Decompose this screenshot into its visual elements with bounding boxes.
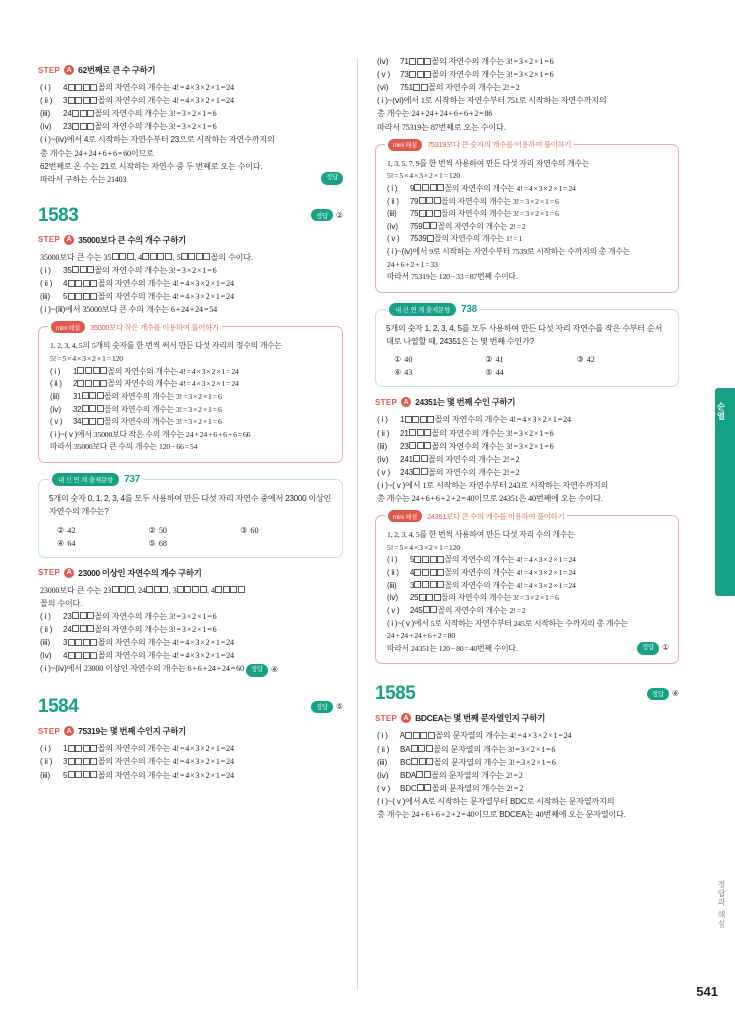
solution-line: ( v ) 73 꼴의 자연수의 개수는 3!=3×2×1=6: [377, 70, 554, 80]
solution-line: (ⅲ) 5 꼴의 자연수의 개수는 4!=4×3×2×1=24: [40, 770, 234, 780]
problem-1585: [375, 684, 679, 821]
choice-option[interactable]: ② 42: [57, 525, 76, 535]
solution-line: ( i )~(ⅳ)에서 9로 시작하는 자연수부터 7539로 시작하는 수까지의 총 개수는: [387, 247, 631, 257]
problem-number: 1585: [375, 683, 416, 705]
step-badge: A: [64, 726, 74, 736]
solution-line: ( i )~(ⅳ)에서 23000 이상인 자연수의 개수는 6+6+24+24=60 정답 ④: [40, 662, 343, 677]
exam-choices: [49, 525, 332, 548]
exam-number: 737: [124, 474, 140, 486]
solution-line: 24+24+24+6+2=80: [387, 631, 456, 641]
mini-lines: [387, 158, 669, 284]
mini-subtitle: 35000보다 작은 개수를 이용하여 풀이하기: [90, 322, 219, 332]
solution-lines: [40, 584, 343, 678]
step-header: [38, 567, 343, 579]
choice-option[interactable]: ② 41: [485, 355, 504, 365]
right-column: [358, 0, 735, 1024]
solution-line: ( i )~( v )에서 35000보다 작은 수의 개수는 24+24+6+6+6=66: [50, 429, 251, 439]
step-title: 35000보다 큰 수의 개수 구하기: [78, 234, 186, 245]
solution-line: ( v ) 243 꼴의 자연수의 개수는 2!=2: [377, 467, 520, 477]
answer-badge: 정답 ①: [637, 642, 669, 656]
solution-line: 24+6+2+1=33: [387, 259, 438, 269]
mini-tag: mini 해설: [388, 510, 422, 522]
step-title: 24351는 몇 번째 수인 구하기: [415, 397, 516, 408]
answer-badge: 정답: [321, 172, 343, 186]
choice-option[interactable]: ④ 64: [57, 538, 76, 548]
solution-line: (ⅵ) 751 꼴의 자연수의 개수는 2!=2: [377, 83, 520, 93]
mini-lines: [50, 340, 333, 454]
solution-line: (ⅲ) 5 꼴의 자연수의 개수는 4!=4×3×2×1=24: [40, 292, 234, 302]
solution-line: ( ii ) BA 꼴의 문자열의 개수는 3!=3×2×1=6: [377, 744, 556, 754]
solution-line: 총 개수는 24+6+6+2+2=40이므로 BDCEA는 40번째에 오는 문자열이다.: [377, 810, 626, 820]
step-header: [375, 396, 679, 408]
solution-line: ( i ) 4 꼴의 자연수의 개수는 4!=4×3×2×1=24: [40, 83, 234, 92]
solution-block: [38, 64, 343, 186]
step-badge: A: [401, 713, 411, 723]
step-label: STEP: [38, 235, 61, 245]
solution-line: ( i ) 1 꼴의 자연수의 개수는 4!=4×3×2×1=24: [50, 366, 239, 376]
problem-1584: [38, 697, 343, 781]
solution-line: (ⅲ) BC 꼴의 문자열의 개수는 3!=3×2×1=6: [377, 757, 556, 767]
solution-line: ( ii ) 3 꼴의 자연수의 개수는 4!=4×3×2×1=24: [40, 757, 234, 767]
choice-option[interactable]: ③ 42: [576, 355, 595, 365]
mini-tag: mini 해설: [388, 139, 422, 151]
solution-line: ( ii ) 4 꼴의 자연수의 개수는 4!=4×3×2×1=24: [387, 568, 576, 578]
problem-number: 1584: [38, 696, 79, 718]
solution-line: ( i )~(ⅳ)에서 4로 시작하는 자연수부터 23으로 시작하는 자연수까지의: [40, 135, 275, 145]
step-title: 75319는 몇 번째 수인지 구하기: [78, 726, 186, 737]
section-side-label: 정답과 해설: [717, 880, 726, 929]
problem-1583: [38, 206, 343, 463]
solution-lines: [377, 729, 679, 821]
mini-solution-box: [375, 511, 679, 664]
solution-line: (ⅳ) 71 꼴의 자연수의 개수는 3!=3×2×1=6: [377, 57, 554, 66]
solution-line: ( i )~( v )에서 5로 시작하는 자연수부터 245로 시작하는 수까지의 총 개수는: [387, 618, 628, 628]
solution-line: (ⅳ) 25 꼴의 자연수의 개수는 3!=3×2×1=6: [387, 593, 559, 603]
solution-line: ( i ) A 꼴의 문자열의 개수는 4!=4×3×2×1=24: [377, 731, 572, 741]
solution-block-continuation: [375, 55, 679, 293]
solution-line: 따라서 75319는 120−33=87번째 수이다.: [387, 272, 518, 282]
solution-line: ( ii ) 24 꼴의 자연수의 개수는 3!=3×2×1=6: [40, 624, 217, 634]
solution-line: 5!=5×4×3×2×1=120: [387, 542, 460, 552]
solution-line: ( i ) 23 꼴의 자연수의 개수는 3!=3×2×1=6: [40, 611, 217, 621]
step-label: STEP: [375, 397, 398, 407]
mini-tag: mini 해설: [51, 321, 85, 333]
exam-tag: 내 신 연 계 출제문항: [389, 303, 456, 316]
solution-line: ( v ) 7539 꼴의 자연수의 개수는 1!=1: [387, 234, 523, 244]
solution-line: 따라서 75319는 87번째로 오는 수이다.: [377, 122, 506, 132]
answer-badge: 정답 ②: [311, 209, 343, 221]
solution-line: ( ii ) 79 꼴의 자연수의 개수는 3!=3×2×1=6: [387, 196, 559, 206]
step-badge: A: [64, 235, 74, 245]
choice-option[interactable]: ① 40: [394, 355, 413, 365]
choice-option[interactable]: ④ 43: [394, 368, 413, 378]
solution-line: 꼴의 수이다.: [40, 598, 83, 608]
solution-line: ( ii ) 21 꼴의 자연수의 개수는 3!=3×2×1=6: [377, 428, 554, 438]
solution-line: 62번째로 온 수는 21로 시작하는 자연수 중 두 번째로 오는 수이다.: [40, 161, 263, 171]
solution-line: 총 개수는 24+24+6+6=60이므로: [40, 148, 154, 158]
mini-subtitle: 75319보다 큰 숫자의 개수를 이용하여 풀이하기: [427, 140, 572, 150]
exam-choices: [386, 354, 668, 377]
solution-line: (ⅲ) 3 꼴의 자연수의 개수는 4!=4×3×2×1=24: [40, 638, 234, 648]
solution-line: ( i ) 1 꼴의 자연수의 개수는 4!=4×3×2×1=24: [40, 744, 234, 754]
exam-tag: 내 신 연 계 출제문항: [52, 473, 119, 486]
solution-line: ( ii ) 2 꼴의 자연수의 개수는 4!=4×3×2×1=24: [50, 379, 239, 389]
step-title: 23000 이상인 자연수의 개수 구하기: [78, 567, 202, 578]
step-label: STEP: [38, 65, 61, 75]
solution-line: 총 개수는 24+24+24+6+6+2=86: [377, 109, 493, 119]
solution-line: (ⅳ) 23 꼴의 자연수의 개수는 3!=3×2×1=6: [40, 122, 217, 132]
solution-lines: [377, 413, 679, 505]
step-title: 62번째로 큰 수 구하기: [78, 65, 156, 75]
solution-line: ( i )~( v )에서 A로 시작하는 문자열부터 BDC로 시작하는 문자열까지의: [377, 797, 615, 807]
step-title: BDCEA는 몇 번째 문자열인지 구하기: [415, 713, 545, 724]
solution-lines: [377, 55, 679, 134]
solution-line: 따라서 24351는 120−80=40번째 수이다. 정답 ①: [387, 643, 669, 656]
solution-line: 1, 3, 5, 7, 9를 한 번씩 사용하여 만든 다섯 자리 자연수의 개수는: [387, 158, 590, 168]
choice-option[interactable]: ③ 60: [240, 525, 259, 535]
solution-line: ( v ) 34 꼴의 자연수의 개수는 3!=3×2×1=6: [50, 417, 222, 427]
choice-option[interactable]: ② 50: [148, 525, 167, 535]
step-header: [38, 725, 343, 737]
solution-line: 5!=5×4×3×2×1=120: [50, 354, 123, 364]
solution-line: (ⅲ) 24 꼴의 자연수의 개수는 3!=3×2×1=6: [40, 109, 217, 119]
mini-solution-box: [38, 322, 343, 463]
step-label: STEP: [375, 713, 398, 723]
solution-line: (ⅲ) 3 꼴의 자연수의 개수는 4!=4×3×2×1=24: [387, 580, 576, 590]
solution-line: ( i )~(ⅵ)에서 1로 시작하는 자연수부터 751로 시작하는 자연수까지의: [377, 96, 607, 106]
chapter-side-tab-label: 순열: [716, 402, 726, 421]
solution-line: 따라서 35000보다 큰 수의 개수는 120−66=54: [50, 442, 198, 452]
exam-question-text: 5개의 숫자 1, 2, 3, 4, 5를 모두 사용하여 만든 다섯 자리 자연수를 작은 수부터 순서대로 나열할 때, 24351은 는 몇 번째 수인가?: [386, 323, 663, 347]
solution-line: (ⅳ) 759 꼴의 자연수의 개수는 2!=2: [387, 221, 526, 231]
solution-line: ( i ) 35 꼴의 자연수의 개수는 3!=3×2×1=6: [40, 265, 217, 275]
solution-line: ( i ) 9 꼴의 자연수의 개수는 4!=4×3×2×1=24: [387, 183, 576, 193]
solution-line: ( ii ) 3 꼴의 자연수의 개수는 4!=4×3×2×1=24: [40, 96, 234, 106]
mini-solution-box: [375, 140, 679, 293]
answer-badge: 정답 ④: [647, 688, 679, 700]
solution-line: (ⅳ) 4 꼴의 자연수의 개수는 4!=4×3×2×1=24: [40, 651, 234, 661]
choice-option[interactable]: ⑤ 68: [148, 538, 167, 548]
solution-line: 35000보다 큰 수는 35 , 4 , 5 꼴의 수이다.: [40, 252, 253, 262]
solution-line: 1, 2, 3, 4, 5를 한 번씩 사용하여 만든 다섯 자리 수의 개수는: [387, 530, 575, 540]
solution-line: (ⅲ) 75 꼴의 자연수의 개수는 3!=3×2×1=6: [387, 209, 559, 219]
exam-question-738: [375, 303, 679, 665]
solution-lines: [40, 81, 343, 186]
solution-line: 총 개수는 24+6+6+2+2=40이므로 24351은 40번째에 오는 수이다.: [377, 494, 603, 504]
solution-line: ( i )~(ⅲ)에서 35000보다 큰 수의 개수는 6+24+24=54: [40, 305, 217, 315]
solution-line: ( ii ) 4 꼴의 자연수의 개수는 4!=4×3×2×1=24: [40, 279, 234, 289]
step-header: [375, 712, 679, 724]
step-badge: A: [64, 568, 74, 578]
exam-number: 738: [461, 303, 477, 315]
mini-lines: [387, 529, 669, 655]
solution-line: (ⅲ) 31 꼴의 자연수의 개수는 3!=3×2×1=6: [50, 391, 222, 401]
solution-line: ( v ) BDC 꼴의 문자열의 개수는 2!=2: [377, 783, 524, 793]
solution-line: (ⅳ) 241 꼴의 자연수의 개수는 2!=2: [377, 454, 520, 464]
left-column: [0, 0, 357, 1024]
choice-option[interactable]: ⑤ 44: [485, 368, 504, 378]
solution-line: 1, 2, 3, 4, 5의 5개의 숫자를 한 번씩 써서 만든 다섯 자리의 정수의 개수는: [50, 341, 282, 351]
solution-line: ( i ) 5 꼴의 자연수의 개수는 4!=4×3×2×1=24: [387, 555, 576, 565]
solution-line: (ⅲ) 23 꼴의 자연수의 개수는 3!=3×2×1=6: [377, 441, 554, 451]
step-badge: A: [401, 397, 411, 407]
solution-line: ( i )~( v )에서 1로 시작하는 자연수부터 243로 시작하는 자연수까지의: [377, 481, 609, 491]
chapter-side-tab: [715, 388, 735, 596]
exam-question-text: 5개의 숫자 0, 1, 2, 3, 4를 모두 사용하여 만든 다섯 자리 자연수 중에서 23000 이상인 자연수의 개수는?: [49, 494, 332, 517]
step-label: STEP: [38, 726, 61, 736]
solution-line: ( i ) 1 꼴의 자연수의 개수는 4!=4×3×2×1=24: [377, 415, 571, 425]
problem-number: 1583: [38, 204, 79, 226]
exam-question-737: [38, 474, 343, 677]
solution-line: 따라서 구하는 수는 21403 정답: [40, 173, 343, 186]
step-header: [38, 234, 343, 246]
step-label: STEP: [38, 568, 61, 578]
page-number: 541: [696, 984, 718, 999]
solution-line: ( v ) 245 꼴의 자연수의 개수는 2!=2: [387, 605, 526, 615]
solution-line: 23000보다 큰 수는 23 , 24 , 3 , 4: [40, 584, 343, 597]
solution-lines: [40, 742, 343, 781]
step-header: [38, 64, 343, 76]
solution-line: (ⅳ) 32 꼴의 자연수의 개수는 3!=3×2×1=6: [50, 404, 222, 414]
solution-line: 5!=5×4×3×2×1=120: [387, 171, 460, 181]
mini-subtitle: 24351보다 큰 수의 개수를 이용하여 풀이하기: [427, 511, 565, 521]
step-badge: A: [64, 65, 74, 75]
answer-badge: 정답 ④: [246, 664, 278, 678]
solution-lines: [40, 251, 343, 317]
answer-badge: 정답 ⑤: [311, 701, 343, 713]
solution-line: (ⅳ) BDA 꼴의 문자열의 개수는 2!=2: [377, 770, 523, 780]
